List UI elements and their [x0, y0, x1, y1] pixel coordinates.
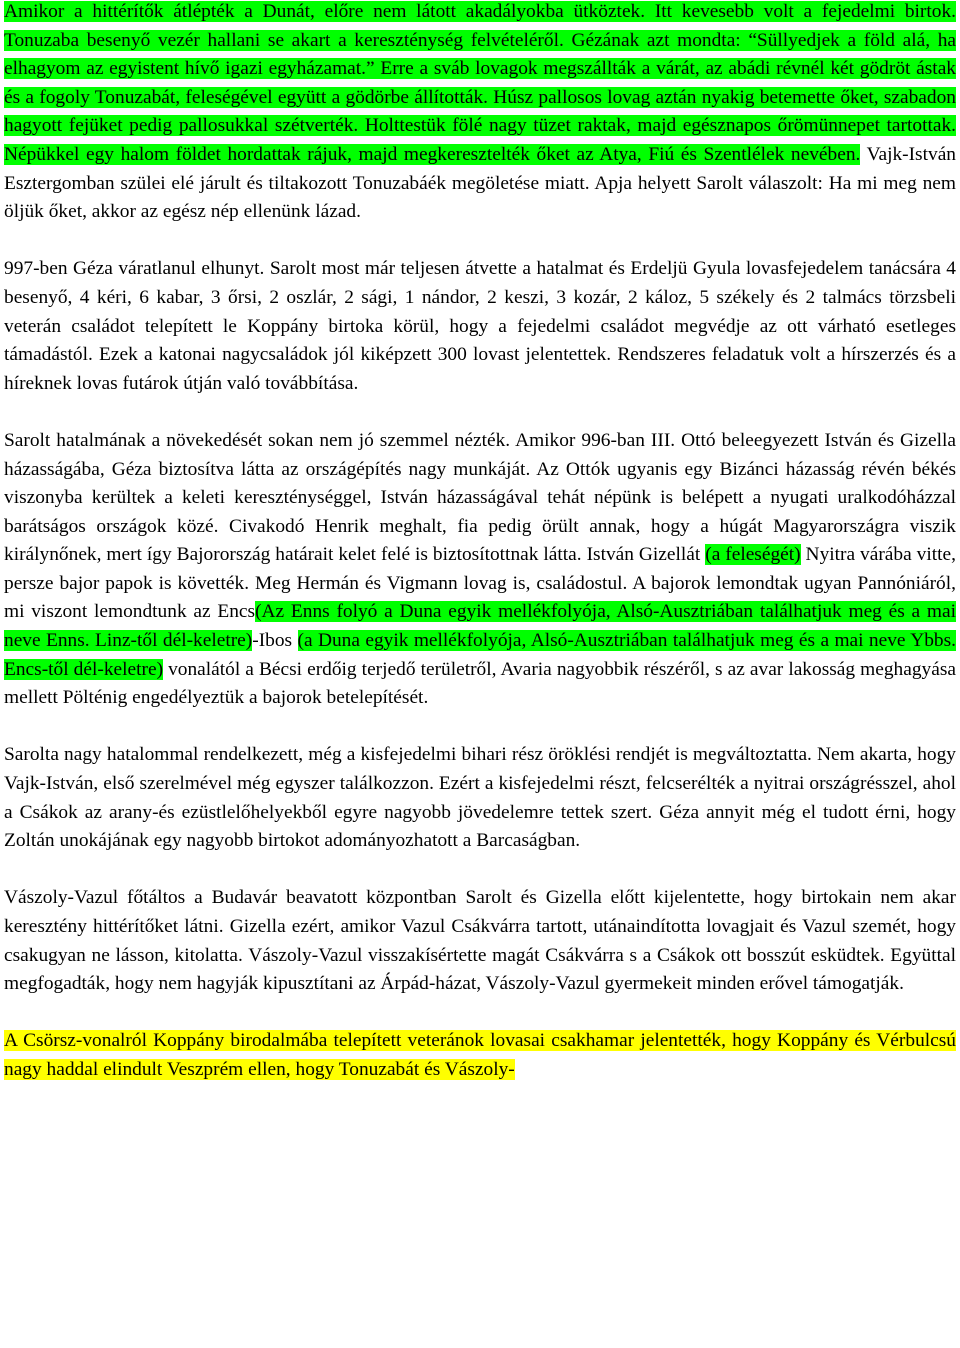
paragraph-sarolta-bihar [4, 741, 956, 855]
text-segment: Nyitra várába vitte, persze bajor papok is követték. Meg Hermán és Vigmann lovag is, családostul. A bajorok lemondtak ugyan Pannóniáról, mi viszont lemondtunk az Encs [4, 544, 956, 623]
text-segment: 997-ben Géza váratlanul elhunyt. Sarolt most már teljesen átvette a hatalmat és Erdeljü Gyula lovasfejedelem tanácsára 4 besenyő, 4 kéri, 6 kabar, 3 őrsi, 2 oszlár, 2 sági, 1 nándor, 2 keszi, 3 kozár, 2 káloz, 5 székely és 2 talmács törzsbeli veterán családot telepített le Koppány birtoka körül, hogy a fejedelmi családot megvédje az ott várható esetleges támadástól. Ezek a katonai nagycsaládok jól kiképzett 300 lovast jelentettek. Rendszeres feladatuk volt a hírszerzés és a híreknek lovas futárok útján való továbbítása. [4, 258, 956, 394]
highlighted-text: A Csörsz-vonalról Koppány birodalmába telepített veteránok lovasai csakhamar jelentették, hogy Koppány és Vérbulcsú nagy haddal elindult Veszprém ellen, hogy Tonuzabát és Vászoly- [4, 1030, 956, 1080]
text-segment: Vászoly-Vazul főtáltos a Budavár beavatott központban Sarolt és Gizella előtt kijelentette, hogy birtokain nem akar keresztény hittérítőket látni. Gizella ezért, amikor Vazul Csákvárra tartott, utánaindította lovagjait és Vazul szemét, hogy csakugyan ne lásson, kitolatta. Vászoly-Vazul visszakísértette magát Csákvárra s a Csákok ott bosszút esküdtek. Együttal megfogadták, hogy nem hagyják kipusztítani az Árpád-házat, Vászoly-Vazul gyermekeit minden erővel támogatják. [4, 887, 956, 995]
highlighted-text: Amikor a hittérítők átlépték a Dunát, előre nem látott akadályokba ütköztek. Itt kevesebb volt a fejedelmi birtok. Tonuzaba besenyő vezér hallani se akart a kereszténység felvételéről. Gézának azt mondta: “Süllyedjek a föld alá, ha elhagyom az egyistent hívő igazi egyházamat.” Erre a sváb lovagok megszállták a várát, az abádi révnél két gödröt ástak és a fogoly Tonuzabát, feleségével együtt a gödörbe állították. Húsz pallosos lovag aztán nyakig betemette őket, szabadon hagyott fejüket pedig pallosukkal szétverték. Holttestük fölé nagy tüzet raktak, majd egésznapos őrömünnepet tartottak. Népükkel egy halom földet hordattak rájuk, majd megkeresztelték őket az Atya, Fiú és Szentlélek nevében. [4, 1, 956, 165]
text-segment: Vajk-István Esztergomban szülei elé járult és tiltakozott Tonuzabáék megöletése miatt. Apja helyett Sarolt válaszolt: Ha mi meg nem öljük őket, akkor az egész nép ellenünk lázad. [4, 143, 956, 223]
highlighted-text: (Az Enns folyó a Duna egyik mellékfolyója, Alsó-Ausztriában találhatjuk meg és a mai neve Enns. Linz-től dél-keletre) [4, 601, 956, 652]
paragraph-csorsz-vonal [4, 1027, 956, 1084]
paragraph-sarolt-power [4, 427, 956, 713]
paragraph-tonuzaba [4, 0, 956, 227]
text-segment: Sarolta nagy hatalommal rendelkezett, még a kisfejedelmi bihari rész öröklési rendjét is megváltoztatta. Nem akarta, hogy Vajk-István, első szerelmével még egyszer találkozzon. Ezért a kisfejedelmi részt, felcserélték a nyitrai országrésszel, ahol a Csákok az arany-és ezüstlelőhelyekből egyre nagyobb jövedelemre tettek szert. Géza annyit még el tudott érni, hogy Zoltán unokájának egy nagyobb birtokot adományozhatott a Barcaságban. [4, 744, 956, 852]
paragraph-geza-death [4, 255, 956, 398]
paragraph-vaszoly-vazul [4, 884, 956, 998]
text-segment: Sarolt hatalmának a növekedését sokan nem jó szemmel nézték. Amikor 996-ban III. Ottó beleegyezett István és Gizella házasságába, Géza biztosítva látta az országépítés nagy munkáját. Az Ottók ugyanis egy Bizánci házasság révén békés viszonyba kerültek a keleti kereszténységgel, István házasságával tehát népünk is belépett a nyugati uralkodóházzal barátságos országok közé. Civakodó Henrik meghalt, fia pedig örült annak, hogy a húgát Magyarországra viszik királynőnek, mert így Bajorország határait kelet felé is biztosítottnak látta. István Gizellát [4, 429, 956, 566]
highlighted-text: (a feleségét) [705, 544, 801, 566]
text-segment: -Ibos [252, 630, 298, 652]
text-segment: vonalától a Bécsi erdőig terjedő területről, Avaria nagyobbik részéről, s az avar lakosság meghagyása mellett Pölténig engedélyeztük a bajorok betelepítését. [4, 658, 956, 709]
highlighted-text: (a Duna egyik mellékfolyója, Alsó-Ausztriában találhatjuk meg és a mai neve Ybbs. Encs-től dél-keletre) [4, 630, 956, 680]
